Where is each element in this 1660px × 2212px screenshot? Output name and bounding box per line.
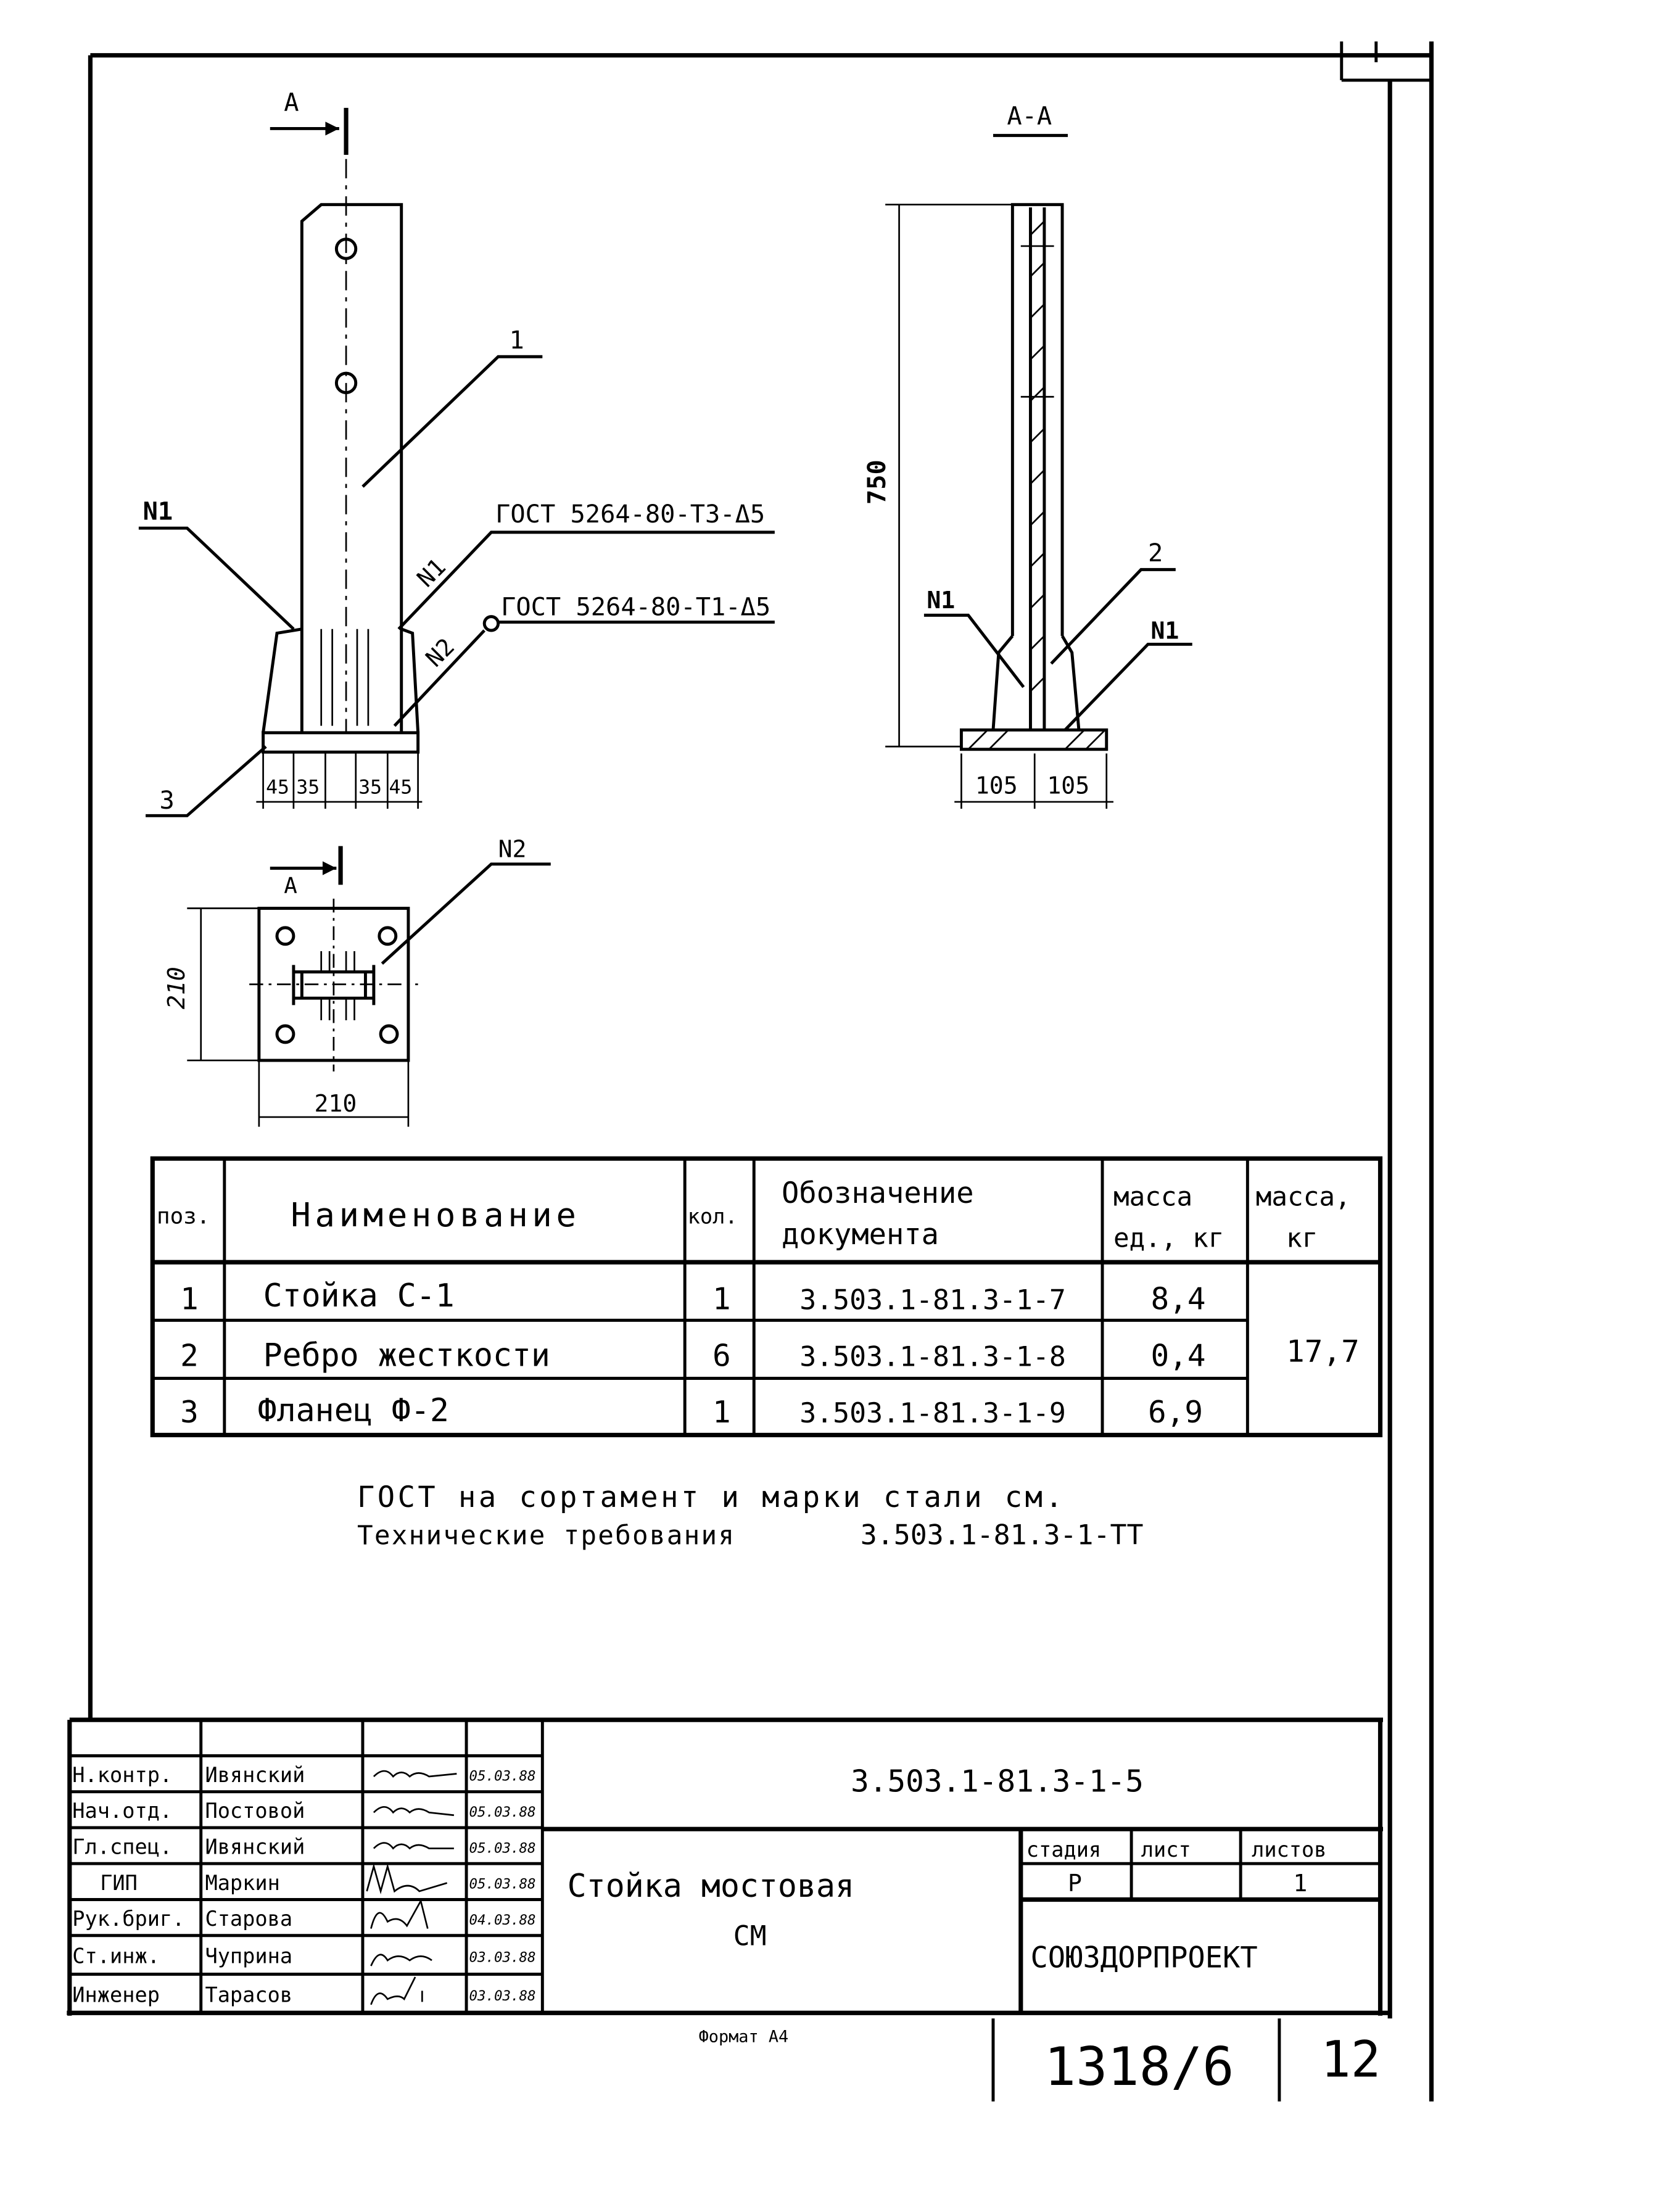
section-mark: А [284, 88, 299, 117]
header-mass: масса, [1255, 1181, 1351, 1213]
person-name: Ивянский [205, 1834, 305, 1859]
document-designation: 3.503.1-81.3-1-5 [851, 1763, 1144, 1799]
dim-label: 105 [1047, 772, 1090, 799]
position-label: 3 [159, 786, 175, 815]
weld-spec: ГОСТ 5264-80-Т3-Δ5 [495, 500, 766, 529]
cell-qty: 1 [712, 1281, 731, 1317]
date: 05.03.88 [469, 1804, 536, 1821]
role: Инженер [72, 1983, 160, 2007]
footer [699, 2018, 1381, 2101]
date: 05.03.88 [469, 1840, 536, 1857]
cell-pos: 2 [180, 1337, 199, 1374]
cell-doc: 3.503.1-81.3-1-8 [799, 1340, 1066, 1373]
spec-table [152, 1158, 1380, 1435]
sheets-value: 1 [1293, 1870, 1308, 1897]
header-qty: кол. [687, 1204, 738, 1229]
organization: СОЮЗДОРПРОЕКТ [1030, 1941, 1258, 1975]
position-label: 2 [1147, 538, 1163, 567]
weld-label: N1 [1150, 617, 1179, 645]
drawing-title: СМ [733, 1919, 767, 1952]
plan-view [163, 836, 551, 1127]
weld-label: N1 [927, 587, 956, 614]
note-ref: 3.503.1-81.3-1-ТТ [860, 1518, 1144, 1551]
total-mass: 17,7 [1286, 1333, 1360, 1369]
dim-label: 210 [314, 1089, 357, 1117]
table-row [180, 1277, 1205, 1316]
handwritten-signature [367, 1771, 457, 2005]
role: Рук.бриг. [72, 1907, 185, 1931]
table-row [180, 1392, 1203, 1430]
sheet-label: лист [1141, 1837, 1191, 1862]
person-name: Чуприна [205, 1944, 293, 1968]
person-name: Маркин [205, 1870, 280, 1895]
position-label: 1 [509, 325, 524, 355]
page-number: 12 [1321, 2031, 1381, 2089]
section-view [862, 102, 1192, 809]
dim-label: 45 [389, 776, 413, 799]
person-name: Ивянский [205, 1762, 305, 1787]
weld-label: N1 [142, 497, 173, 526]
dim-label: 35 [296, 776, 320, 799]
stage-label: стадия [1026, 1837, 1102, 1862]
cell-pos: 3 [180, 1394, 199, 1430]
date: 03.03.88 [469, 1988, 536, 2005]
date: 05.03.88 [469, 1876, 536, 1892]
cell-qty: 6 [712, 1337, 731, 1374]
person-name: Старова [205, 1907, 293, 1931]
section-title: А-А [1007, 101, 1052, 131]
header-mass: кг [1286, 1223, 1318, 1254]
dim-label: 210 [162, 967, 190, 1010]
weld-label: N2 [498, 835, 527, 863]
weld-spec: ГОСТ 5264-80-Т1-Δ5 [501, 592, 771, 622]
header-doc: Обозначение [782, 1176, 974, 1210]
dim-label: 35 [358, 776, 382, 799]
cell-unit-mass: 8,4 [1150, 1281, 1206, 1317]
cell-doc: 3.503.1-81.3-1-9 [799, 1397, 1066, 1430]
dim-label: 45 [266, 776, 289, 799]
role: Гл.спец. [72, 1834, 173, 1859]
title-block [67, 1720, 1390, 2016]
cell-unit-mass: 6,9 [1147, 1394, 1204, 1430]
cell-name: Ребро жесткости [263, 1337, 550, 1374]
cell-qty: 1 [712, 1394, 731, 1430]
header-doc: документа [782, 1218, 939, 1252]
person-name: Постовой [205, 1799, 305, 1823]
cell-doc: 3.503.1-81.3-1-7 [799, 1283, 1066, 1316]
date: 04.03.88 [469, 1912, 536, 1928]
person-name: Тарасов [205, 1983, 293, 2007]
cell-name: Фланец Ф-2 [257, 1392, 449, 1430]
header-pos: поз. [157, 1203, 210, 1229]
note-line: ГОСТ на сортамент и марки стали см. [357, 1480, 1066, 1514]
cell-unit-mass: 0,4 [1150, 1337, 1206, 1374]
header-unit-mass: масса [1113, 1181, 1193, 1213]
role: ГИП [100, 1870, 138, 1895]
dim-label: 105 [975, 772, 1018, 799]
cell-name: Стойка С-1 [263, 1277, 455, 1314]
sheets-label: листов [1252, 1837, 1327, 1862]
table-row [180, 1337, 1205, 1374]
role: Н.контр. [72, 1762, 173, 1787]
notes [357, 1480, 1143, 1551]
note-line: Технические требования [357, 1520, 736, 1551]
role: Ст.инж. [72, 1944, 160, 1968]
date: 03.03.88 [469, 1949, 536, 1966]
header-unit-mass: ед., кг [1113, 1223, 1224, 1254]
stage-value: Р [1067, 1870, 1082, 1897]
front-view [139, 88, 775, 815]
dim-label: 750 [862, 460, 892, 505]
weld-label: N1 [411, 553, 452, 593]
role: Нач.отд. [72, 1799, 173, 1823]
format-label: Формат А4 [698, 2027, 789, 2047]
date: 05.03.88 [469, 1768, 536, 1785]
weld-label: N2 [420, 633, 460, 672]
drawing-title: Стойка мостовая [567, 1867, 855, 1905]
album-number: 1318/6 [1044, 2036, 1234, 2098]
cell-pos: 1 [180, 1281, 199, 1317]
section-mark: А [284, 873, 297, 899]
header-name: Наименование [291, 1195, 580, 1234]
